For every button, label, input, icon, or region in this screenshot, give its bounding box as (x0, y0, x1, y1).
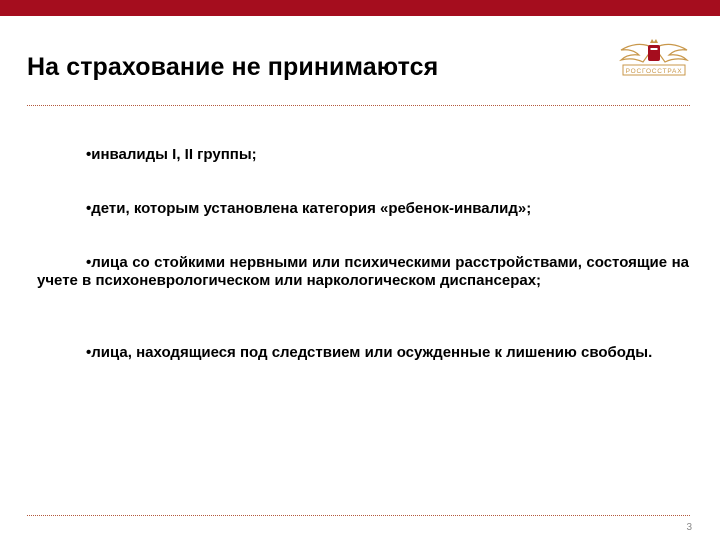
rosgosstrakh-logo (613, 36, 695, 86)
slide-title: На страхование не принимаются (27, 53, 439, 81)
top-brand-bar (0, 0, 720, 16)
list-item: •лица, находящиеся под следствием или осужденные к лишению свободы. (86, 344, 653, 361)
footer-divider (27, 515, 690, 516)
list-item: •дети, которым установлена категория «ребенок-инвалид»; (86, 200, 532, 217)
eagle-emblem-icon (621, 39, 687, 62)
list-item: •лица со стойкими нервными или психическими расстройствами, состоящие на учете в психоневрологическом или наркологическом диспансерах; (37, 254, 689, 289)
logo-wordmark: РОСГОССТРАХ (625, 68, 683, 75)
page-number: 3 (686, 522, 692, 533)
list-item: •инвалиды I, II группы; (86, 146, 257, 163)
header-divider (27, 105, 690, 106)
slide-body (37, 146, 689, 362)
